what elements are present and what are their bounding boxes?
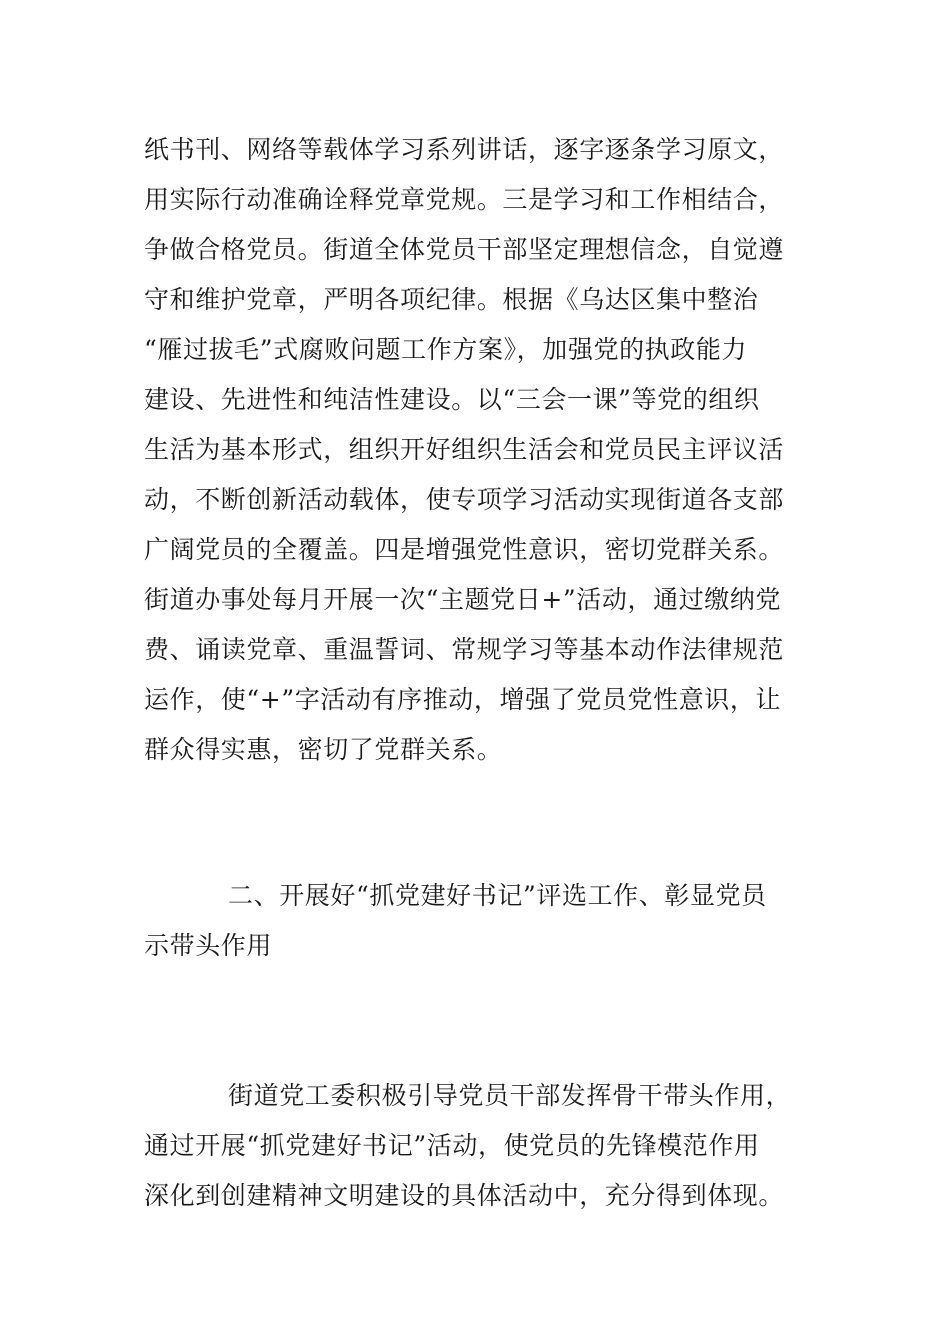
text-line: 争做合格党员。街道全体党员干部坚定理想信念，自觉遵 (144, 235, 785, 264)
heading-line: 示带头作用 (144, 931, 273, 960)
text-line: 广阔党员的全覆盖。四是增强党性意识，密切党群关系。 (144, 535, 785, 564)
text-line: 通过开展“抓党建好书记”活动，使党员的先锋模范作用 (144, 1131, 760, 1160)
text-line: 动，不断创新活动载体，使专项学习活动实现街道各支部 (144, 485, 785, 514)
text-line: “雁过拔毛”式腐败问题工作方案》，加强党的执政能力 (144, 335, 748, 364)
text-line: 深化到创建精神文明建设的具体活动中，充分得到体现。 (144, 1181, 785, 1210)
text-line: 守和维护党章，严明各项纪律。根据《乌达区集中整治 (144, 285, 759, 314)
text-line: 建设、先进性和纯洁性建设。以“三会一课”等党的组织 (144, 385, 760, 414)
text-line: 用实际行动准确诠释党章党规。三是学习和工作相结合， (144, 185, 785, 214)
text-line: 纸书刊、网络等载体学习系列讲话，逐字逐条学习原文， (144, 135, 785, 164)
text-line: 群众得实惠，密切了党群关系。 (144, 735, 503, 764)
text-line: 生活为基本形式，组织开好组织生活会和党员民主评议活 (144, 435, 785, 464)
text-line: 运作，使“+”字活动有序推动，增强了党员党性意识，让 (144, 685, 782, 714)
text-line: 费、诵读党章、重温誓词、常规学习等基本动作法律规范 (144, 635, 785, 664)
heading-line: 二、开展好“抓党建好书记”评选工作、彰显党员 (228, 881, 767, 910)
text-line: 街道办事处每月开展一次“主题党日+”活动，通过缴纳党 (144, 585, 782, 614)
text-line: 街道党工委积极引导党员干部发挥骨干带头作用， (228, 1081, 792, 1110)
